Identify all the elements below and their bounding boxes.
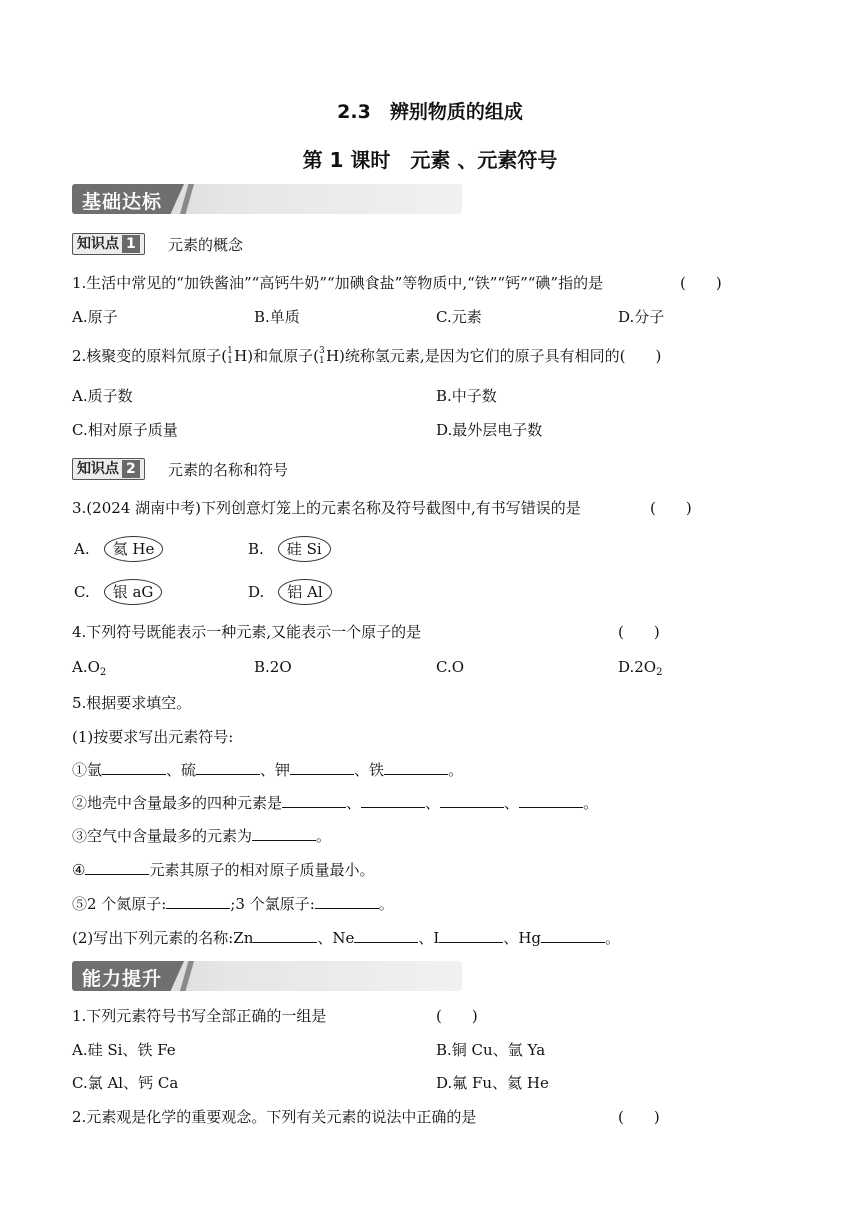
question-4-stem: 4.下列符号既能表示一种元素,又能表示一个原子的是	[72, 623, 422, 641]
q1-option-d: D.分子	[618, 308, 665, 326]
q5-line-4: ④ 元素其原子的相对原子质量最小。	[72, 861, 375, 879]
advanced-question-1-stem: 1.下列元素符号书写全部正确的一组是	[72, 1007, 327, 1025]
q3-option-d: D. 铝 Al	[248, 579, 332, 605]
q5-line-2: ②地壳中含量最多的四种元素是 、 、 、 。	[72, 794, 599, 812]
answer-blank[interactable]	[252, 826, 316, 841]
banner-advanced	[72, 961, 462, 991]
nuclide-tritium: 3 1	[318, 346, 325, 366]
lantern-label: 银 aG	[104, 579, 163, 605]
answer-blank[interactable]	[196, 760, 260, 775]
q4-option-d: $D.2O_2$	[618, 658, 663, 678]
q5-part-2: (2)写出下列元素的名称:Zn 、Ne 、I 、Hg 。	[72, 929, 621, 947]
kp-label: 元素的概念	[168, 236, 244, 254]
q3-option-b: B. 硅 Si	[248, 536, 331, 562]
banner-basic	[72, 184, 462, 214]
section-title: 2.3 辨别物质的组成	[337, 101, 523, 123]
lesson-title: 第 1 课时 元素 、元素符号	[302, 148, 558, 172]
q5-part-1: (1)按要求写出元素符号:	[72, 728, 234, 746]
answer-blank[interactable]	[102, 760, 166, 775]
answer-blank[interactable]	[253, 928, 317, 943]
answer-blank[interactable]	[361, 793, 425, 808]
answer-blank[interactable]	[541, 928, 605, 943]
q4-option-a: $A.O_2$	[72, 658, 107, 678]
question-1-answer-paren: ( )	[680, 274, 722, 292]
answer-blank[interactable]	[354, 928, 418, 943]
q2-option-b: B.中子数	[436, 387, 497, 405]
question-2-stem: 2.核聚变的原料氘原子( 1 1 H)和氚原子( 3 1 H)统称氢元素,是因为它们的原子具有相同的( )	[72, 346, 662, 366]
q3-option-c: C. 银 aG	[74, 579, 162, 605]
banner-basic-label: 基础达标	[82, 191, 163, 213]
answer-blank[interactable]	[315, 894, 379, 909]
lantern-label: 硅 Si	[278, 536, 331, 562]
question-1-stem: 1.生活中常见的“加铁酱油”“高钙牛奶”“加碘食盐”等物质中,“铁”“钙”“碘”指的是	[72, 274, 604, 292]
q2-option-c: C.相对原子质量	[72, 421, 178, 439]
advanced-question-1-answer-paren: ( )	[436, 1007, 478, 1025]
answer-blank[interactable]	[519, 793, 583, 808]
b1-option-b: B.铜 Cu、氩 Ya	[436, 1041, 546, 1059]
answer-blank[interactable]	[440, 793, 504, 808]
q2-option-a: A.质子数	[72, 387, 133, 405]
b1-option-a: A.硅 Si、铁 Fe	[72, 1041, 176, 1059]
lantern-label: 氦 He	[104, 536, 164, 562]
kp-tag: 知识点	[77, 236, 119, 252]
answer-blank[interactable]	[282, 793, 346, 808]
nuclide-deuterium: 1 1	[227, 346, 233, 366]
kp-label: 元素的名称和符号	[168, 461, 289, 479]
answer-blank[interactable]	[439, 928, 503, 943]
q1-option-a: A.原子	[72, 308, 118, 326]
q4-option-b: B.2O	[254, 658, 292, 676]
question-3-stem: 3.(2024 湖南中考)下列创意灯笼上的元素名称及符号截图中,有书写错误的是	[72, 499, 581, 517]
question-4-answer-paren: ( )	[618, 623, 660, 641]
b1-option-d: D.氟 Fu、氦 He	[436, 1074, 549, 1092]
q2-option-d: D.最外层电子数	[436, 421, 543, 439]
question-5-stem: 5.根据要求填空。	[72, 694, 192, 712]
q5-line-3: ③空气中含量最多的元素为 。	[72, 827, 332, 845]
q3-option-a: A. 氦 He	[74, 536, 163, 562]
q5-line-1: ①氩 、硫 、钾 、铁 。	[72, 761, 464, 779]
q1-option-b: B.单质	[254, 308, 300, 326]
q4-option-c: C.O	[436, 658, 465, 676]
advanced-question-2-stem: 2.元素观是化学的重要观念。下列有关元素的说法中正确的是	[72, 1108, 477, 1126]
question-3-answer-paren: ( )	[650, 499, 692, 517]
kp-tag: 知识点	[77, 461, 119, 477]
b1-option-c: C.氯 Al、钙 Ca	[72, 1074, 179, 1092]
kp-number: 2	[122, 460, 140, 478]
q5-line-5: ⑤2 个氮原子: ;3 个氯原子: 。	[72, 895, 394, 913]
lantern-label: 铝 Al	[278, 579, 331, 605]
answer-blank[interactable]	[290, 760, 354, 775]
answer-blank[interactable]	[384, 760, 448, 775]
kp-number: 1	[122, 235, 140, 253]
q1-option-c: C.元素	[436, 308, 482, 326]
answer-blank[interactable]	[166, 894, 230, 909]
advanced-question-2-answer-paren: ( )	[618, 1108, 660, 1126]
banner-advanced-label: 能力提升	[82, 968, 163, 990]
answer-blank[interactable]	[85, 860, 149, 875]
